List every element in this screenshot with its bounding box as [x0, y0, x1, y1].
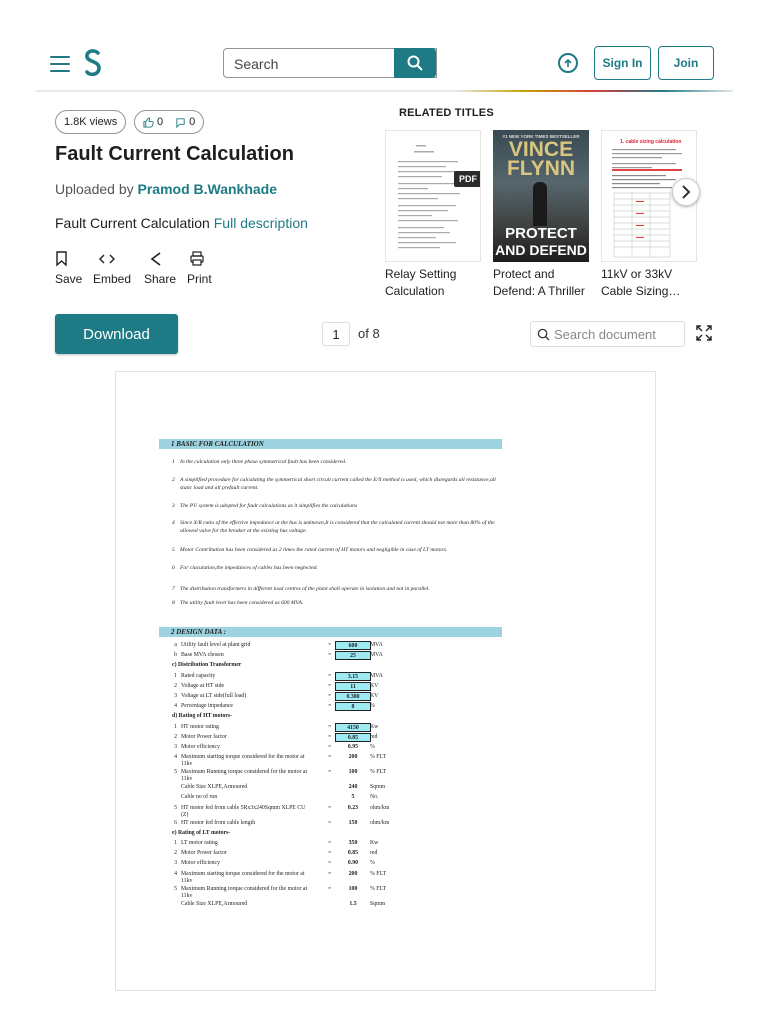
embed-label: Embed — [93, 272, 132, 286]
likes-count: 0 — [157, 116, 164, 128]
row-value: 350 — [348, 840, 358, 846]
row-number: 1 — [174, 840, 177, 846]
row-number: 6 — [174, 819, 177, 826]
note-text: Since X/R ratio of the effective impedance at the bus is unknown,It is considered that the calculated current should not more than 80% of the allowed valve for the breaker at the existing bus voltage. — [180, 520, 495, 534]
note-text: Motor Contribution has been considered as 2 times the rated current of HT motors and negligible in case of LT motors. — [180, 547, 448, 553]
book-author: VINCE FLYNN — [506, 138, 576, 180]
design-data-row — [164, 652, 464, 662]
row-unit: MVA — [370, 672, 383, 679]
row-unit: KV — [370, 682, 379, 689]
pdf-badge: PDF — [454, 171, 481, 187]
row-number: 3 — [174, 860, 177, 867]
row-label: Cable Size XLPE,Armoured — [181, 784, 248, 791]
design-data-row — [164, 860, 464, 870]
site-header — [36, 36, 733, 92]
row-unit: % FLT — [370, 754, 387, 761]
row-value: 200 — [348, 870, 358, 877]
row-value: 600 — [335, 641, 371, 650]
row-group-heading: d) Rating of HT motors- — [172, 713, 233, 720]
design-data-row — [164, 683, 464, 693]
row-unit: ohm/km — [370, 819, 390, 826]
row-unit: ohm/km — [370, 804, 390, 811]
share-icon — [148, 250, 168, 268]
row-unit: Sqmm — [370, 784, 386, 791]
row-equals: = — [328, 819, 332, 826]
header-divider — [36, 90, 733, 92]
row-unit: % FLT — [370, 769, 387, 776]
note-text: In the calculation only three phase symmetrical fault has been considered. — [180, 459, 347, 465]
document-page — [115, 371, 656, 991]
related-thumb-1[interactable] — [385, 130, 481, 262]
join-button[interactable]: Join — [658, 46, 714, 80]
related-thumb-2[interactable] — [493, 130, 589, 262]
row-number: 2 — [174, 733, 177, 740]
design-data-row — [164, 850, 464, 860]
row-unit: % — [370, 744, 375, 750]
design-data-row — [164, 830, 464, 840]
chevron-right-icon — [681, 185, 691, 199]
row-value: 1.5 — [349, 900, 357, 907]
row-value: 25 — [335, 651, 371, 660]
row-value: 8 — [335, 702, 371, 711]
document-preview-icon — [386, 131, 481, 262]
row-label: Maximum starting torque considered for the motor at 11kv — [181, 754, 305, 768]
thumb-heading: 1. cable sizing calculation — [620, 139, 682, 145]
note-text: The distribution transformers in different load centres of the plant shall operate in isolation and not in parallel. — [180, 586, 430, 592]
row-unit: % FLT — [370, 885, 387, 892]
related-title-2[interactable]: Protect and Defend: A Thriller — [493, 267, 585, 298]
section-2-heading: 2 DESIGN DATA : — [159, 627, 502, 637]
row-number: 4 — [174, 870, 177, 877]
row-value: 11 — [335, 682, 371, 691]
related-title-3[interactable]: 11kV or 33kV Cable Sizing… — [601, 267, 681, 298]
search-document-placeholder: Search document — [554, 326, 656, 342]
row-unit: KV — [370, 693, 379, 699]
description-text: Fault Current Calculation — [55, 215, 210, 231]
note-number: 2 — [172, 477, 175, 483]
row-value: 0.95 — [347, 744, 359, 750]
print-label: Print — [187, 272, 212, 286]
note-number: 8 — [172, 600, 175, 606]
related-title-1[interactable]: Relay Setting Calculation — [385, 267, 457, 298]
note-number: 4 — [172, 520, 175, 526]
row-unit: MVA — [370, 652, 383, 659]
print-button[interactable] — [187, 250, 212, 286]
row-equals: = — [328, 682, 332, 689]
carousel-next-button[interactable] — [672, 178, 700, 206]
design-data-row — [164, 734, 464, 744]
row-equals: = — [328, 733, 332, 740]
row-value: 4150 — [335, 723, 371, 732]
row-label: LT motor rating — [181, 840, 218, 846]
design-data-row — [164, 642, 464, 652]
design-data-row — [164, 673, 464, 683]
row-label: Maximum Running torque considered for the motor at 11kv — [181, 769, 308, 783]
row-label: HT motor rating — [181, 723, 219, 730]
row-label: Percentage impedance — [181, 703, 233, 710]
row-value: 0.90 — [347, 860, 359, 867]
share-label: Share — [144, 272, 177, 286]
design-data-row — [164, 662, 464, 672]
row-unit: % — [370, 703, 375, 710]
design-data-row — [164, 794, 464, 804]
row-group-heading: e) Rating of LT motors- — [172, 829, 231, 836]
row-number: 2 — [174, 682, 177, 689]
row-equals: = — [328, 723, 332, 730]
note-number: 1 — [172, 459, 175, 465]
uploaded-by — [55, 181, 277, 197]
row-label: Motor Power factor — [181, 850, 227, 857]
row-unit: % — [370, 860, 375, 867]
description — [55, 215, 308, 231]
row-equals: = — [328, 642, 332, 648]
embed-button[interactable] — [93, 250, 131, 286]
row-equals: = — [328, 885, 332, 892]
row-equals: = — [328, 754, 332, 761]
search-document-input[interactable] — [530, 321, 685, 347]
row-number: 1 — [174, 723, 177, 730]
search-button[interactable] — [394, 48, 436, 78]
note-number: 6 — [172, 565, 175, 571]
row-value: 200 — [348, 754, 358, 761]
search-icon — [407, 55, 423, 71]
note-text: A simplified procedure for calculating the symmetrical short circuit current called the E/X method is used, which disregards all resistance,all static load and all prefault current. — [180, 477, 496, 491]
row-number: 3 — [174, 693, 177, 699]
row-number: 5 — [174, 885, 177, 892]
row-value: 100 — [348, 769, 358, 776]
menu-icon[interactable] — [50, 56, 70, 77]
download-button[interactable]: Download — [55, 314, 178, 354]
row-label: Maximum Running torque considered for the motor at 11kv — [181, 885, 308, 899]
row-equals: = — [328, 860, 332, 867]
design-data-row — [164, 804, 464, 818]
note-number: 5 — [172, 547, 175, 553]
row-number: a — [174, 642, 177, 648]
save-button[interactable] — [55, 250, 82, 286]
related-titles-heading: RELATED TITLES — [399, 107, 494, 119]
note-number: 7 — [172, 586, 175, 592]
design-data-row — [164, 744, 464, 754]
row-equals: = — [328, 672, 332, 679]
row-unit: No. — [370, 794, 379, 801]
row-label: Voltage at LT side(full load) — [181, 693, 247, 699]
design-data-row — [164, 820, 464, 830]
row-value: 0.85 — [335, 733, 371, 742]
row-unit: % FLT — [370, 870, 387, 877]
printer-icon — [189, 250, 207, 268]
row-label: HT motor fed from cable length — [181, 819, 256, 826]
bookmark-icon — [55, 250, 69, 268]
comment-icon[interactable] — [175, 117, 186, 128]
row-unit: MVA — [370, 642, 383, 648]
design-data-row — [164, 840, 464, 850]
search-icon — [537, 328, 550, 341]
views-badge: 1.8K views — [55, 110, 126, 134]
note-number: 3 — [172, 503, 175, 509]
fullscreen-icon[interactable] — [696, 325, 712, 341]
row-value: 0.23 — [347, 804, 359, 811]
row-label: HT motor fed from cable 5Rx3x240Sqmm XLPE CU (Z) — [181, 804, 306, 818]
row-equals: = — [328, 652, 332, 659]
book-title-line-2: AND DEFEND — [495, 242, 587, 258]
row-number: 4 — [174, 703, 177, 710]
row-unit: Kw — [370, 723, 379, 730]
save-label: Save — [55, 272, 83, 286]
row-equals: = — [328, 840, 332, 846]
row-number: 5 — [174, 769, 177, 776]
row-equals: = — [328, 870, 332, 877]
note-text: The utility fault level has been considered as 600 MVA. — [180, 600, 304, 606]
uploader-link[interactable]: Pramod B.Wankhade — [137, 181, 278, 197]
row-value: 100 — [348, 885, 358, 892]
row-equals: = — [328, 850, 332, 857]
upload-icon[interactable] — [558, 53, 578, 73]
row-equals: = — [328, 804, 332, 811]
share-button[interactable] — [144, 250, 176, 286]
note-text: For claculation,the impedances of cables has been neglected. — [180, 565, 318, 571]
design-data-row — [164, 693, 464, 703]
row-value: 5 — [351, 794, 355, 801]
figure-silhouette-icon — [533, 182, 547, 226]
document-title: Fault Current Calculation — [55, 143, 294, 165]
page-number-input[interactable]: 1 — [322, 322, 350, 346]
row-equals: = — [328, 703, 332, 710]
design-data-row — [164, 724, 464, 734]
row-unit: Kw — [370, 840, 379, 846]
row-equals: = — [328, 744, 332, 750]
design-data-row — [164, 870, 464, 884]
design-data-row — [164, 885, 464, 899]
full-description-link[interactable]: Full description — [213, 215, 308, 231]
row-number: 4 — [174, 754, 177, 761]
search-input[interactable]: Search — [223, 48, 437, 78]
row-value: 240 — [348, 784, 358, 791]
design-data-row — [164, 754, 464, 768]
row-number: 3 — [174, 744, 177, 750]
row-equals: = — [328, 769, 332, 776]
section-1-heading: 1 BASIC FOR CALCULATION — [159, 439, 502, 449]
page-count: of 8 — [358, 326, 380, 341]
row-label: Motor Power factor — [181, 733, 227, 740]
design-data-row — [164, 703, 464, 713]
design-data-row — [164, 769, 464, 783]
design-data-row — [164, 784, 464, 794]
row-label: Motor efficiency — [181, 860, 221, 867]
code-icon — [99, 250, 119, 268]
row-number: 5 — [174, 804, 177, 811]
row-value: 150 — [348, 819, 358, 826]
sign-in-button[interactable]: Sign In — [594, 46, 651, 80]
row-label: Voltage at HT side — [181, 682, 225, 689]
row-number: 2 — [174, 850, 177, 857]
row-label: Motor efficiency — [181, 744, 221, 750]
row-label: Cable Size XLPE,Armoured — [181, 900, 248, 907]
note-text: The PU system is adopted for fault calculations as it simplifies the calculations — [180, 503, 358, 509]
comments-count: 0 — [189, 116, 196, 128]
row-group-heading: c) Distribution Transformer — [172, 662, 242, 669]
row-label: Rated capacity — [181, 672, 216, 679]
row-label: Cable no of run — [181, 794, 218, 801]
row-label: Base MVA chosen — [181, 652, 224, 659]
uploaded-prefix: Uploaded by — [55, 181, 134, 197]
design-data-row — [164, 713, 464, 723]
scribd-logo-icon[interactable] — [82, 48, 104, 78]
row-number: 1 — [174, 672, 177, 679]
book-title-line-1: PROTECT — [505, 225, 577, 242]
row-unit: red — [370, 733, 378, 740]
row-number: b — [174, 652, 177, 659]
row-label: Maximum starting torque considered for the motor at 11kv — [181, 870, 305, 884]
reactions-badge[interactable] — [134, 110, 204, 134]
row-value: 0.85 — [347, 850, 359, 857]
design-data-row — [164, 901, 464, 911]
book-tagline: #1 NEW YORK TIMES BESTSELLER — [502, 134, 580, 139]
thumbs-up-icon[interactable] — [143, 117, 154, 128]
row-unit: red — [370, 850, 378, 857]
row-value: 3.15 — [335, 672, 371, 681]
row-label: Utility fault level at plant grid — [181, 642, 251, 648]
row-value: 0.380 — [335, 692, 371, 701]
row-equals: = — [328, 693, 332, 699]
row-unit: Sqmm — [370, 900, 386, 907]
